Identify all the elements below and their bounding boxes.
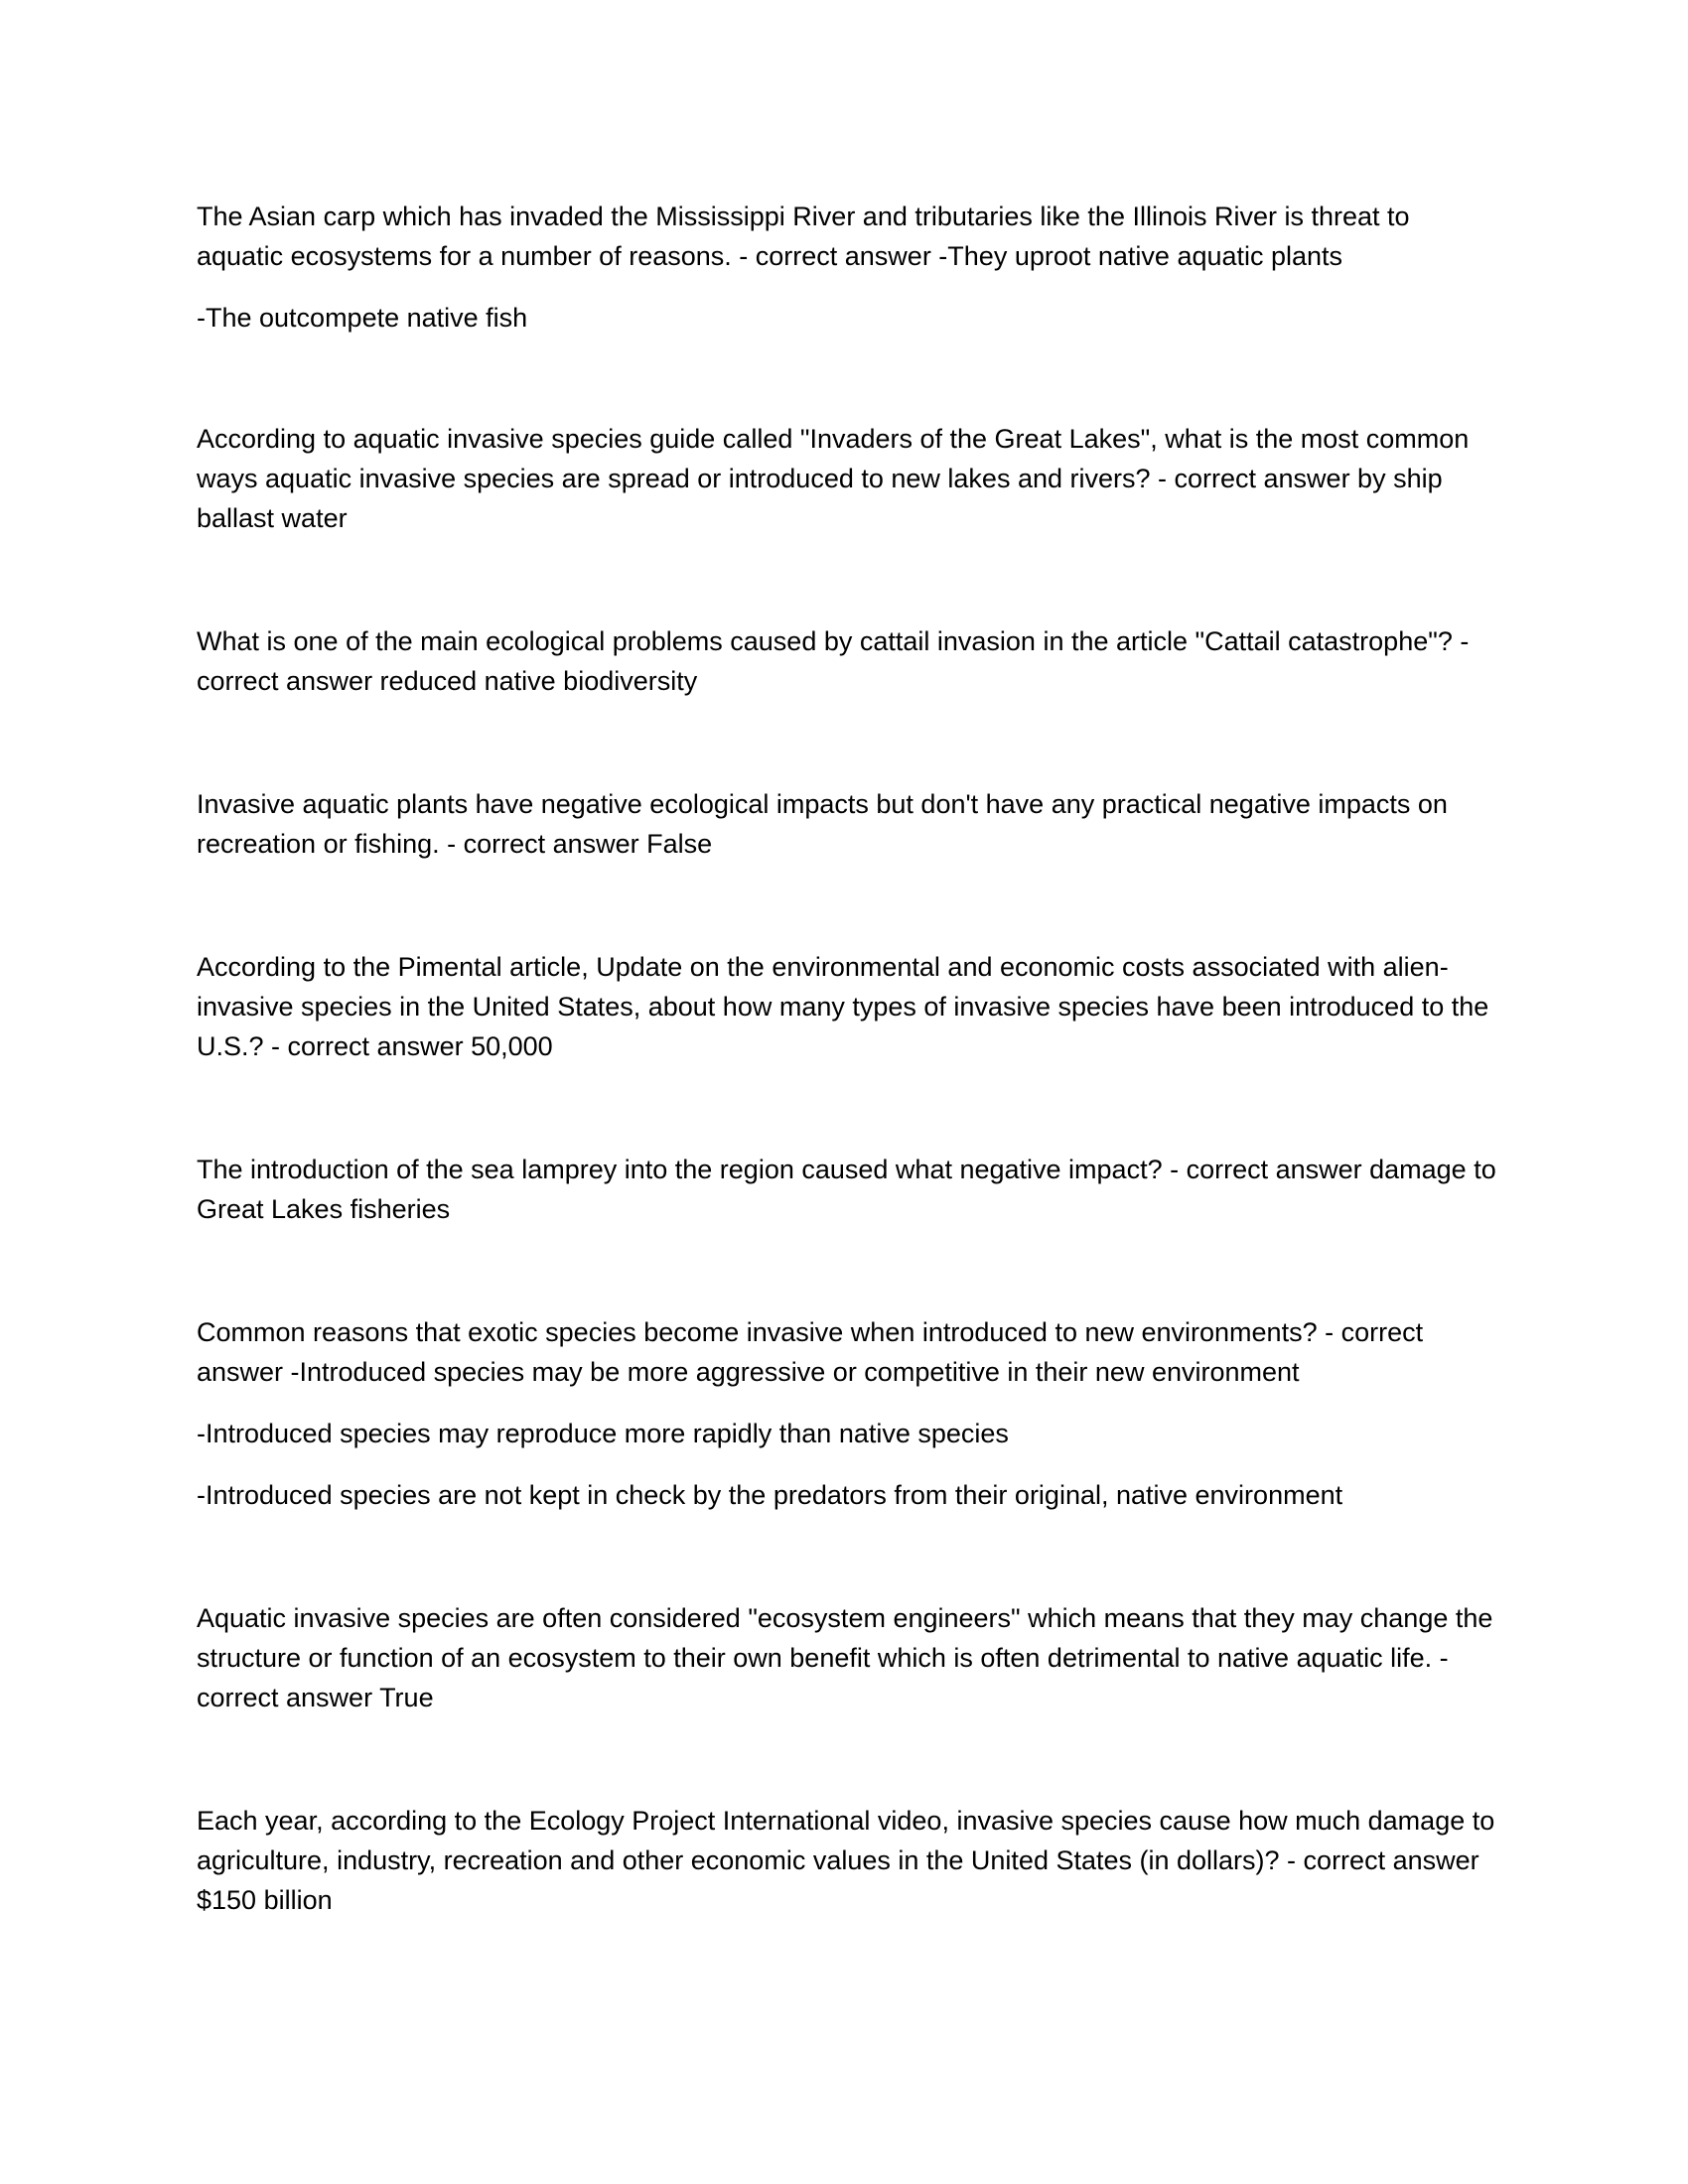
qa-item — [197, 1598, 1497, 1717]
question-answer-text: Common reasons that exotic species become invasive when introduced to new environments? - correct answer -Introduced species may be more aggressive or competitive in their new environment — [197, 1317, 1424, 1387]
qa-item — [197, 197, 1497, 338]
question-answer-text: Each year, according to the Ecology Project International video, invasive species cause how much damage to agriculture, industry, recreation and other economic values in the United States (in dollars)? - correct answer $150 billion — [197, 1806, 1495, 1915]
qa-item — [197, 1312, 1497, 1515]
answer-continuation: -The outcompete native fish — [197, 303, 528, 333]
document-page — [197, 197, 1497, 1920]
question-answer-text: According to aquatic invasive species guide called "Invaders of the Great Lakes", what is the most common ways aquatic invasive species are spread or introduced to new lakes and rivers? - correct answer by ship ballast water — [197, 424, 1470, 533]
question-answer-text: The introduction of the sea lamprey into the region caused what negative impact? - correct answer damage to Great Lakes fisheries — [197, 1155, 1496, 1224]
qa-item — [197, 1801, 1497, 1920]
qa-item — [197, 784, 1497, 864]
question-answer-text: According to the Pimental article, Update on the environmental and economic costs associated with alien-invasive species in the United States, about how many types of invasive species have been introduced to the U.S.? - correct answer 50,000 — [197, 952, 1489, 1061]
question-answer-text: Aquatic invasive species are often considered "ecosystem engineers" which means that they may change the structure or function of an ecosystem to their own benefit which is often detrimental to native aquatic life. - correct answer True — [197, 1603, 1493, 1712]
question-answer-text: What is one of the main ecological problems caused by cattail invasion in the article "Cattail catastrophe"? - correct answer reduced native biodiversity — [197, 626, 1470, 696]
question-answer-text: The Asian carp which has invaded the Mississippi River and tributaries like the Illinois River is threat to aquatic ecosystems for a number of reasons. - correct answer -They uproot native aquatic plants — [197, 202, 1410, 271]
question-answer-text: Invasive aquatic plants have negative ecological impacts but don't have any practical negative impacts on recreation or fishing. - correct answer False — [197, 789, 1448, 859]
qa-item — [197, 1150, 1497, 1229]
answer-continuation: -Introduced species may reproduce more rapidly than native species — [197, 1419, 1009, 1448]
qa-item — [197, 947, 1497, 1066]
qa-item — [197, 419, 1497, 538]
qa-item — [197, 621, 1497, 701]
answer-continuation: -Introduced species are not kept in check by the predators from their original, native environment — [197, 1480, 1343, 1510]
